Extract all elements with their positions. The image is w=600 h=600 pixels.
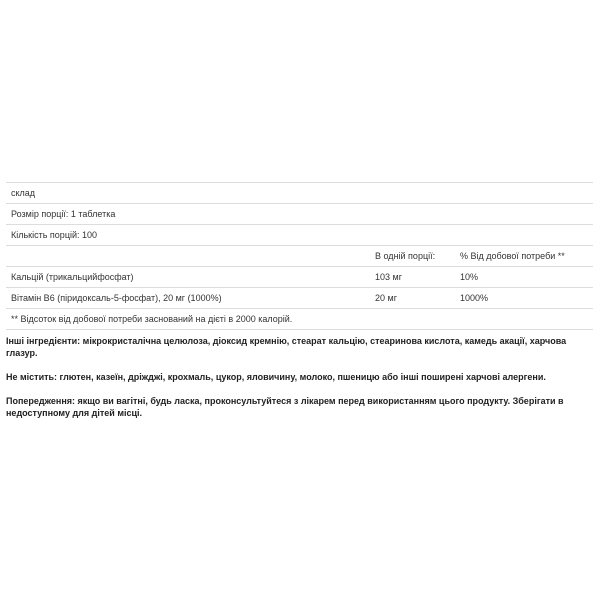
servings-per-container: Кількість порцій: 100 [6,225,593,246]
serving-size: Розмір порції: 1 таблетка [6,204,593,225]
header-row [6,246,593,267]
nutrient-daily-value: 10% [455,267,593,288]
table-row [6,267,593,288]
servings-per-container-row [6,225,593,246]
table-row [6,288,593,309]
nutrient-amount: 103 мг [370,267,455,288]
daily-value-footnote: ** Відсоток від добової потреби заснований на дієті в 2000 калорій. [6,309,593,330]
other-ingredients: Інші інгредієнти: мікрокристалічна целюлоза, діоксид кремнію, стеарат кальцію, стеаринова кислота, камедь акації, харчова глазур. [6,336,567,358]
column-header-daily-value: % Від добової потреби ** [455,246,593,267]
nutrient-name: Вітамін B6 (піридоксаль-5-фосфат), 20 мг (1000%) [6,288,370,309]
allergen-statement: Не містить: глютен, казеїн, дріжджі, крохмаль, цукор, яловичину, молоко, пшеницю або інші поширені харчові алергени. [6,372,546,382]
footnote-row [6,309,593,330]
title-row [6,183,593,204]
column-header-amount: В одній порції: [370,246,455,267]
product-notes [6,335,596,431]
facts-title: склад [6,183,593,204]
serving-size-row [6,204,593,225]
nutrient-name: Кальцій (трикальцийфосфат) [6,267,370,288]
nutrient-amount: 20 мг [370,288,455,309]
column-header-name [6,246,370,267]
nutrient-daily-value: 1000% [455,288,593,309]
warning-statement: Попередження: якщо ви вагітні, будь ласка, проконсультуйтеся з лікарем перед використанням цього продукту. Зберігати в недоступному для дітей місці. [6,396,564,418]
supplement-facts-table [6,182,593,330]
